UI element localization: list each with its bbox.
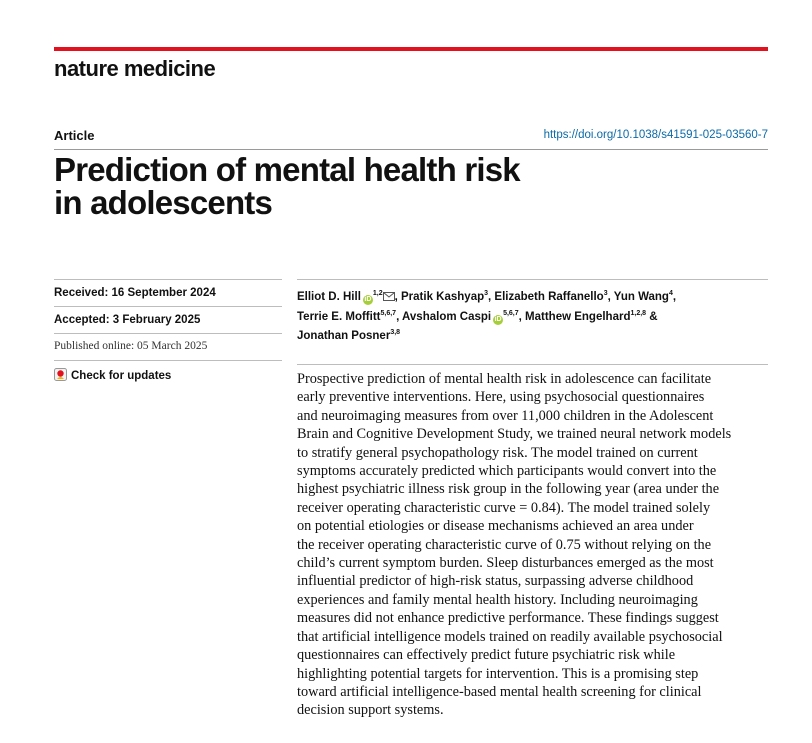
meta-divider xyxy=(54,360,282,361)
author-affiliation[interactable]: 3 xyxy=(484,290,489,297)
abstract xyxy=(297,370,772,720)
abstract-line: experiences and family mental health history. Including neuroimaging xyxy=(297,591,698,608)
author-name[interactable]: Matthew Engelhard xyxy=(525,310,631,323)
abstract-line: measures did not enhance predictive performance. These findings suggest xyxy=(297,610,719,627)
article-type: Article xyxy=(54,128,95,143)
author-affiliation[interactable]: 5,6,7 xyxy=(503,310,519,318)
author-affiliation[interactable]: 3 xyxy=(603,290,608,297)
article-title xyxy=(54,153,614,219)
accepted-date: Accepted: 3 February 2025 xyxy=(54,314,201,326)
journal-name[interactable]: nature medicine xyxy=(54,56,216,81)
meta-divider xyxy=(54,306,282,307)
abstract-line: decision support systems. xyxy=(297,702,444,719)
author-affiliation[interactable]: 1,2,8 xyxy=(630,310,647,318)
header-divider xyxy=(54,149,768,150)
author-affiliation[interactable]: 5,6,7 xyxy=(380,310,397,318)
published-date: Published online: 05 March 2025 xyxy=(54,340,208,352)
author-name[interactable]: Terrie E. Moffitt xyxy=(297,310,381,323)
orcid-icon[interactable]: iD xyxy=(364,295,372,303)
abstract-line: Brain and Cognitive Development Study, we trained neural network models xyxy=(297,426,732,443)
check-for-updates-button[interactable] xyxy=(54,368,171,384)
abstract-line: highest psychiatric illness risk group in the following year (area under the xyxy=(297,481,720,498)
abstract-line: toward artificial intelligence-based mental health screening for clinical xyxy=(297,683,702,700)
abstract-divider xyxy=(297,364,768,365)
journal-top-bar xyxy=(54,47,768,51)
check-updates-icon xyxy=(54,368,67,384)
mail-icon[interactable] xyxy=(383,290,395,306)
abstract-line: receiver operating characteristic curve = 0.84). The model trained solely xyxy=(297,499,711,516)
author-name[interactable]: Yun Wang xyxy=(613,290,669,303)
title-line-2: in adolescents xyxy=(54,184,273,221)
abstract-line: the receiver operating characteristic curve of 0.75 without relying on the xyxy=(297,536,712,553)
abstract-line: early preventive interventions. Here, using psychosocial questionnaires xyxy=(297,389,705,406)
abstract-line: symptoms accurately predicted which participants would convert into the xyxy=(297,463,717,480)
orcid-icon[interactable]: iD xyxy=(494,315,502,323)
author-name[interactable]: Pratik Kashyap xyxy=(401,290,485,303)
received-date: Received: 16 September 2024 xyxy=(54,287,216,299)
abstract-line: to stratify general psychopathology risk. The model trained on current xyxy=(297,444,698,461)
authors-divider xyxy=(297,279,768,280)
abstract-line: influential predictor of high-risk status, surpassing adverse childhood xyxy=(297,573,694,590)
abstract-line: highlighting potential targets for intervention. This is a promising step xyxy=(297,665,699,682)
abstract-line: that artificial intelligence models trained on readily available psychosocial xyxy=(297,628,723,645)
title-line-1: Prediction of mental health risk xyxy=(54,151,520,188)
meta-divider xyxy=(54,279,282,280)
abstract-line: and neuroimaging measures from over 11,000 children in the Adolescent xyxy=(297,407,714,424)
author-affiliation[interactable]: 3,8 xyxy=(390,329,401,337)
author-name[interactable]: Elizabeth Raffanello xyxy=(494,290,604,303)
author-affiliation[interactable]: 4 xyxy=(668,290,673,297)
doi-link[interactable]: https://doi.org/10.1038/s41591-025-03560-7 xyxy=(543,129,768,141)
author-name[interactable]: Elliot D. Hill xyxy=(297,290,361,303)
abstract-line: questionnaires can effectively predict future psychiatric risk while xyxy=(297,647,676,664)
abstract-line: on potential etiologies or disease mechanisms achieved an area under xyxy=(297,518,694,535)
abstract-line: Prospective prediction of mental health risk in adolescence can facilitate xyxy=(297,371,712,387)
author-list: Elliot D. Hill iD$^{1,2}$ , Pratik Kashyap$^3$, Elizabeth Raffanello$^3$, Yun Wang$^4$, Terrie E. Moffitt$^{5,6,7}$, Avshalom Caspi iD$^{5,6,7}$, Matthew Engelhard$^{1,2,8}$ & Jonathan Posner$^{3,8}$ xyxy=(297,290,677,343)
author-name[interactable]: Avshalom Caspi xyxy=(402,310,492,323)
check-for-updates-label: Check for updates xyxy=(71,370,172,382)
meta-divider xyxy=(54,333,282,334)
author-affiliation[interactable]: 1,2 xyxy=(372,290,383,297)
author-name[interactable]: Jonathan Posner xyxy=(297,330,391,343)
abstract-line: child’s current symptom burden. Sleep disturbances emerged as the most xyxy=(297,555,714,572)
